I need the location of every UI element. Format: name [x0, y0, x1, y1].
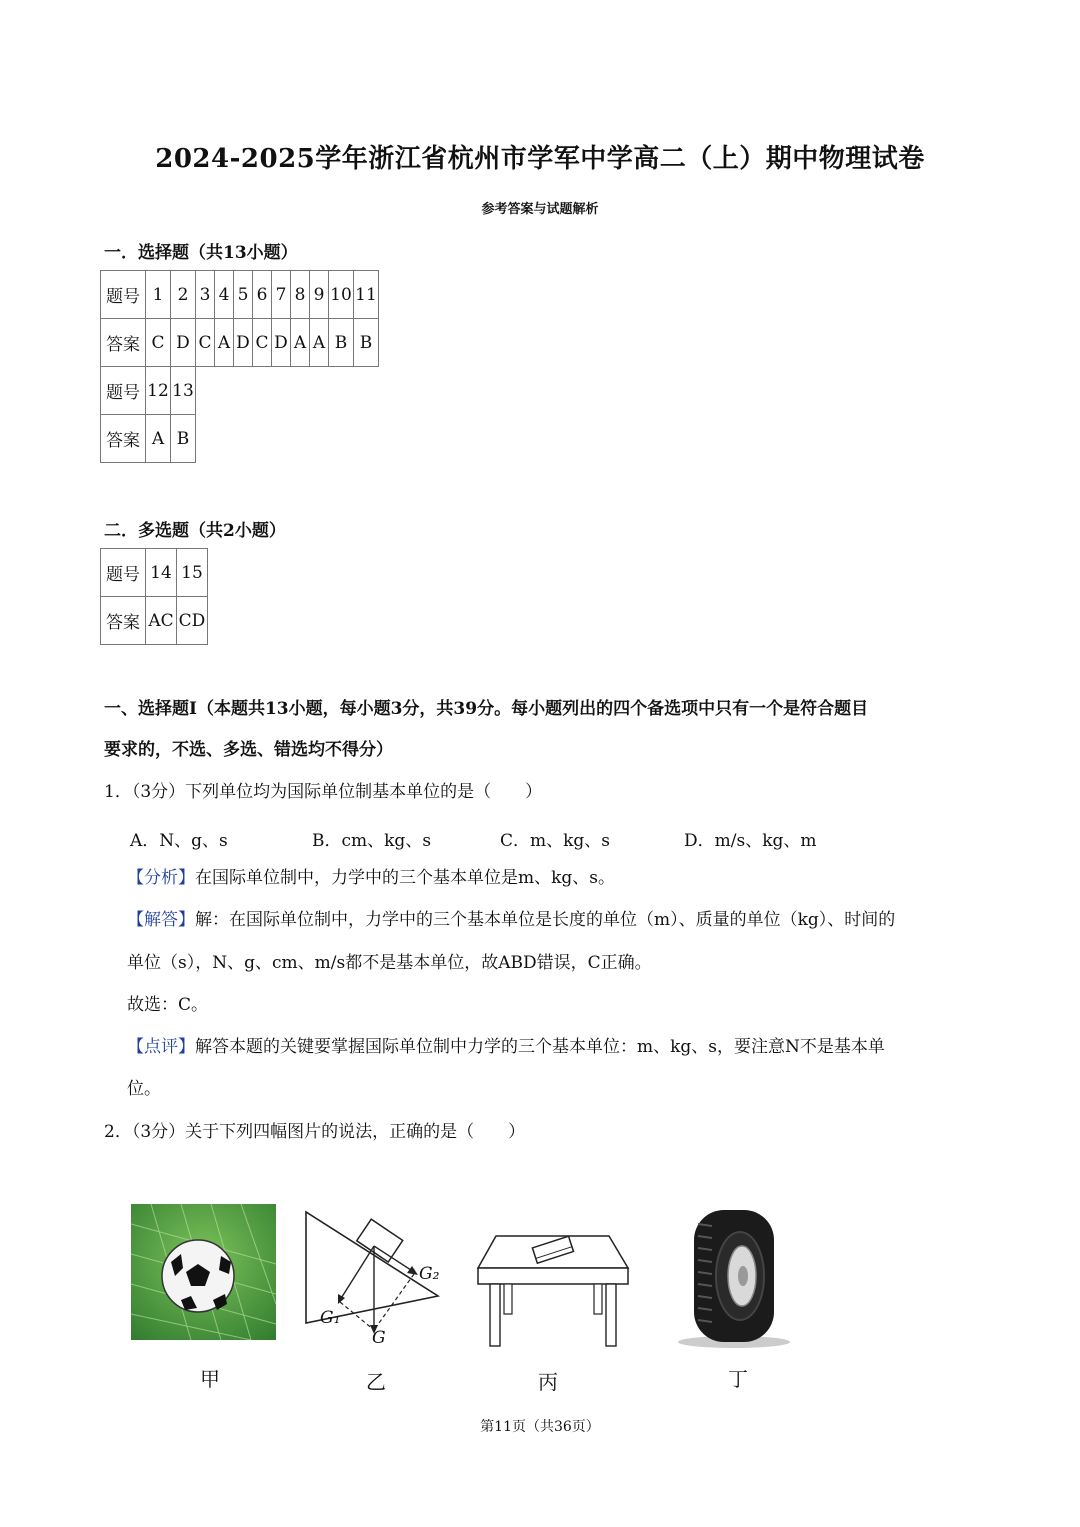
table-cell: 9	[310, 271, 329, 319]
table-cell: 5	[234, 271, 253, 319]
q1-comment-line2: 位。	[127, 1079, 161, 1099]
table-cell: A	[215, 319, 234, 367]
table-cell: D	[171, 319, 196, 367]
label-g2: G₂	[419, 1264, 440, 1284]
table-cell: 6	[253, 271, 272, 319]
q1-answer-line2: 单位（s），N、g、cm、m/s都不是基本单位，故ABD错误，C正确。	[127, 953, 652, 973]
table-cell: C	[253, 319, 272, 367]
analysis-text: 在国际单位制中，力学中的三个基本单位是m、kg、s。	[195, 868, 616, 888]
table-row	[101, 271, 379, 319]
comment-text: 解答本题的关键要掌握国际单位制中力学的三个基本单位：m、kg、s，要注意N不是基本单	[195, 1037, 885, 1057]
table-cell: D	[272, 319, 291, 367]
table-cell: 8	[291, 271, 310, 319]
table-cell: 答案	[101, 319, 146, 367]
table-cell: CD	[177, 597, 208, 645]
label-g: G	[372, 1328, 386, 1348]
table-cell: 2	[171, 271, 196, 319]
caption-ding: 丁	[728, 1367, 748, 1391]
table-cell: 12	[146, 367, 171, 415]
q1-option-a: A．N、g、s	[130, 831, 228, 851]
table-cell: 4	[215, 271, 234, 319]
answer-text: 解：在国际单位制中，力学中的三个基本单位是长度的单位（m）、质量的单位（kg）、时间的	[195, 910, 896, 930]
comment-tag: 【点评】	[127, 1037, 195, 1057]
tire-image	[676, 1204, 792, 1350]
q1-stem: 1．（3分）下列单位均为国际单位制基本单位的是（ ）	[104, 782, 543, 802]
table-cell: 15	[177, 549, 208, 597]
table-row	[101, 549, 208, 597]
answer-table-1	[100, 270, 379, 367]
soccer-ball-image	[131, 1204, 276, 1340]
incline-force-diagram	[302, 1208, 452, 1353]
q1-option-b: B．cm、kg、s	[312, 831, 432, 851]
answer-tag: 【解答】	[127, 910, 195, 930]
table-cell: 题号	[101, 271, 146, 319]
part1-intro-line2: 要求的，不选、多选、错选均不得分）	[104, 740, 393, 760]
table-cell: A	[310, 319, 329, 367]
answer-table-2	[100, 366, 196, 463]
caption-bing: 丙	[538, 1370, 558, 1394]
table-row	[101, 415, 196, 463]
table-cell: 题号	[101, 367, 146, 415]
q1-choice: 故选：C。	[127, 995, 209, 1015]
caption-yi: 乙	[366, 1370, 386, 1394]
q1-option-c: C．m、kg、s	[500, 831, 611, 851]
book-on-table-image	[474, 1206, 634, 1350]
table-cell: C	[146, 319, 171, 367]
table-row	[101, 597, 208, 645]
section1-heading: 一．选择题（共13小题）	[104, 243, 298, 263]
table-cell: 答案	[101, 597, 146, 645]
table-cell: 答案	[101, 415, 146, 463]
table-cell: AC	[146, 597, 177, 645]
page-title: 2024-2025学年浙江省杭州市学军中学高二（上）期中物理试卷	[155, 144, 925, 174]
part1-intro-line1: 一、选择题I（本题共13小题，每小题3分，共39分。每小题列出的四个备选项中只有一个是符合题目	[104, 699, 869, 719]
table-cell: 14	[146, 549, 177, 597]
page-subtitle: 参考答案与试题解析	[481, 202, 599, 217]
q1-analysis	[127, 857, 615, 899]
q1-option-d: D．m/s、kg、m	[684, 831, 817, 851]
label-g1: G₁	[320, 1308, 341, 1328]
table-cell: B	[329, 319, 354, 367]
answer-table-3	[100, 548, 208, 645]
section2-heading: 二．多选题（共2小题）	[104, 521, 286, 541]
table-cell: 3	[196, 271, 215, 319]
q1-answer-line1	[127, 899, 895, 941]
table-cell: A	[146, 415, 171, 463]
table-cell: C	[196, 319, 215, 367]
q2-stem: 2．（3分）关于下列四幅图片的说法，正确的是（ ）	[104, 1122, 526, 1142]
page-footer: 第11页（共36页）	[480, 1419, 600, 1435]
table-cell: 11	[354, 271, 379, 319]
table-cell: B	[354, 319, 379, 367]
caption-jia: 甲	[200, 1367, 220, 1391]
table-cell: 7	[272, 271, 291, 319]
table-row	[101, 367, 196, 415]
q1-comment-line1	[127, 1026, 885, 1068]
table-cell: 题号	[101, 549, 146, 597]
table-row	[101, 319, 379, 367]
table-cell: D	[234, 319, 253, 367]
table-cell: A	[291, 319, 310, 367]
table-cell: B	[171, 415, 196, 463]
table-cell: 10	[329, 271, 354, 319]
table-cell: 1	[146, 271, 171, 319]
table-cell: 13	[171, 367, 196, 415]
analysis-tag: 【分析】	[127, 868, 195, 888]
